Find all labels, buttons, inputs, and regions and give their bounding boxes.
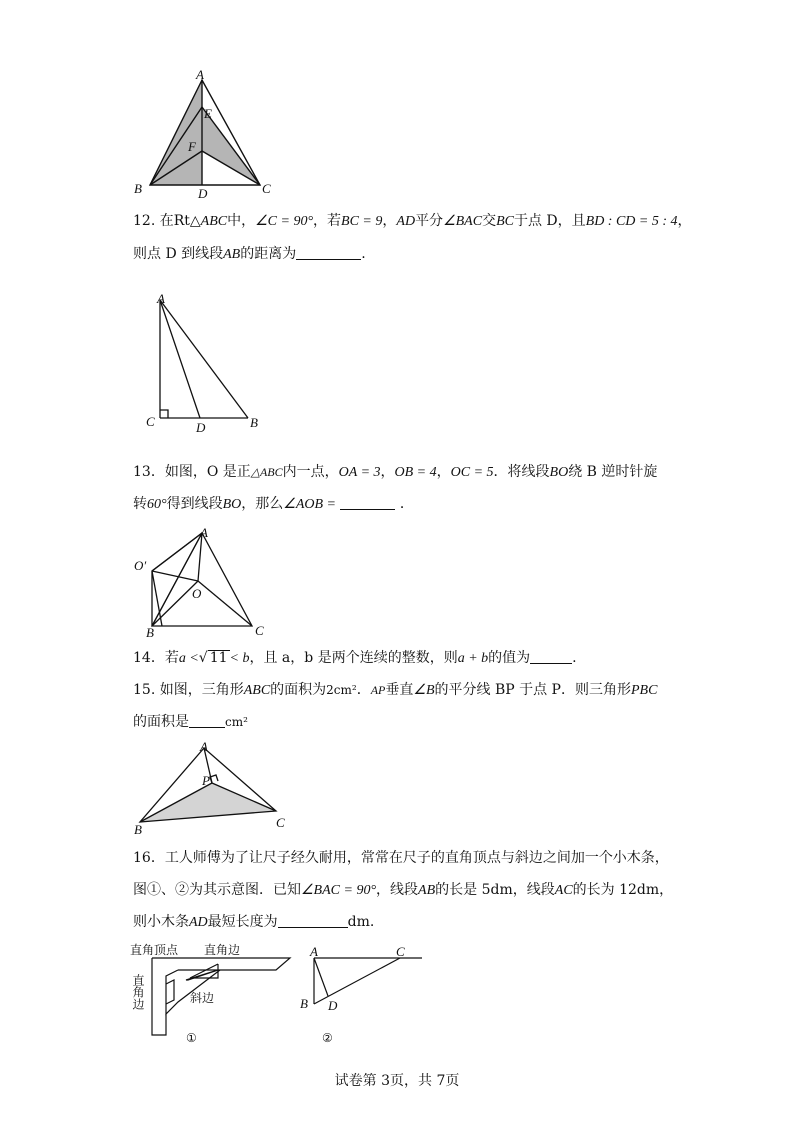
label-F: F — [188, 139, 196, 154]
answer-blank[interactable] — [278, 913, 348, 928]
figure-q11 — [130, 65, 290, 200]
figure-q15 — [128, 738, 298, 838]
answer-blank[interactable] — [189, 713, 225, 728]
answer-blank[interactable] — [296, 245, 361, 260]
label-D: D — [328, 998, 338, 1013]
label-C: C — [276, 815, 285, 830]
label-A: A — [200, 525, 208, 540]
answer-blank[interactable] — [530, 649, 572, 664]
answer-blank[interactable] — [340, 495, 395, 510]
label-right-angle-edge-top: 直角边 — [204, 943, 241, 957]
q16-line1: 16．工人师傅为了让尺子经久耐用，常常在尺子的直角顶点与斜边之间加一个小木条， — [133, 850, 669, 866]
label-A: A — [157, 291, 165, 306]
q15-line1: 15. 如图，三角形ABC的面积为2cm²．AP垂直∠B的平分线 BP 于点 P．则三角形PBC — [133, 682, 658, 698]
label-C: C — [255, 623, 264, 638]
q12-line2: 则点 D 到线段AB的距离为 . — [133, 246, 366, 262]
figure-q13 — [130, 523, 280, 641]
label-O-prime: O′ — [134, 558, 147, 573]
figure-mark-1: ① — [186, 1031, 197, 1045]
label-B: B — [134, 822, 142, 837]
figure-q12 — [140, 290, 280, 435]
label-C: C — [146, 414, 155, 429]
label-C: C — [262, 181, 271, 196]
label-B: B — [250, 415, 258, 430]
page-footer: 试卷第 3页，共 7页 — [334, 1073, 460, 1089]
label-B: B — [300, 996, 308, 1011]
label-A: A — [200, 739, 208, 754]
label-hypotenuse: 斜边 — [190, 991, 215, 1005]
figure-q16-ruler — [130, 940, 300, 1050]
label-D: D — [196, 420, 206, 435]
figure-mark-2: ② — [322, 1031, 333, 1045]
q13-line1: 13．如图，O 是正△ABC内一点，OA = 3，OB = 4，OC = 5．将线段BO绕 B 逆时针旋 — [133, 464, 658, 480]
q13-line2: 转60°得到线段BO，那么∠AOB = ． — [133, 496, 414, 512]
label-A: A — [196, 67, 204, 82]
q12-line1: 12. 在Rt△ABC中，∠C = 90°，若BC = 9，AD平分∠BAC交BC于点 D，且BD : CD = 5 : 4， — [133, 213, 692, 229]
label-right-angle-vertex: 直角顶点 — [130, 943, 179, 957]
label-O: O — [192, 586, 202, 601]
label-P: P — [202, 773, 210, 788]
figure-q16-diagram — [298, 940, 438, 1050]
q14-line: 14．若a <√ 11 < b，且 a，b 是两个连续的整数，则a + b的值为 . — [133, 650, 577, 666]
q15-line2: 的面积是 cm² — [133, 714, 248, 730]
label-D: D — [198, 186, 208, 200]
label-E: E — [204, 106, 212, 121]
label-A: A — [310, 944, 318, 959]
label-right-angle-edge-left: 直角边 — [131, 974, 145, 1010]
label-B: B — [134, 181, 142, 196]
label-C: C — [396, 944, 405, 959]
q16-line2: 图①、②为其示意图．已知∠BAC = 90°，线段AB的长是 5dm，线段AC的长为 12dm， — [133, 882, 674, 898]
q16-line3: 则小木条AD最短长度为 dm. — [133, 914, 375, 930]
label-B: B — [146, 625, 154, 640]
